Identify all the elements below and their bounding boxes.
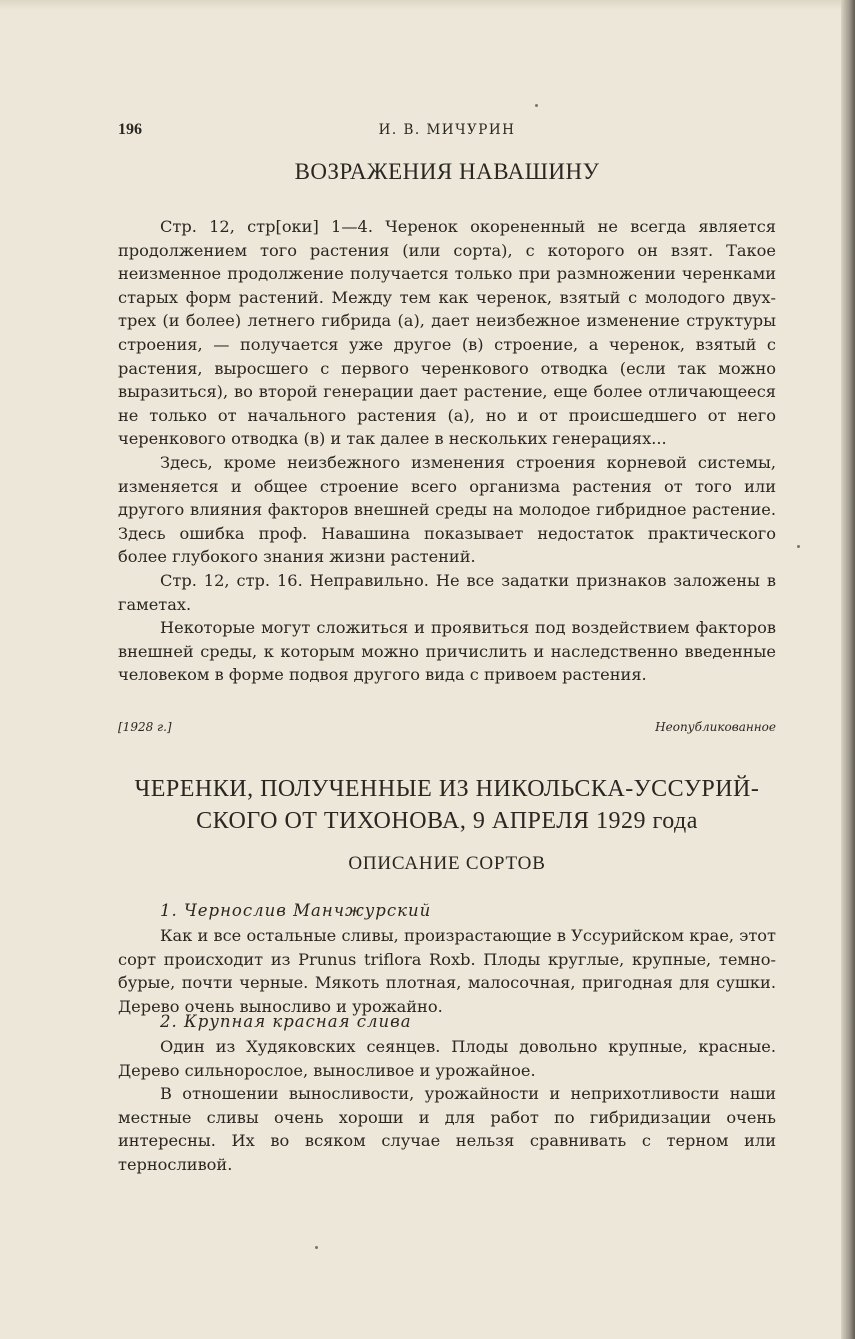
running-title: И. В. МИЧУРИН [378,122,516,138]
variety-description [118,1035,776,1177]
page-top-shadow [0,0,855,10]
article-title-objections: ВОЗРАЖЕНИЯ НАВАШИНУ [294,159,600,184]
variety-heading: 1. Чернослив Манчжурский [160,901,432,920]
title-line: СКОГО ОТ ТИХОНОВА, 9 АПРЕЛЯ 1929 года [196,808,698,834]
variety-description [118,924,776,1018]
article-body-objections [118,215,776,687]
paragraph: Стр. 12, стр. 16. Неправильно. Не все задатки признаков заложены в гаметах. [118,570,776,614]
article-signoff [118,720,776,740]
book-page-edge [841,0,855,1339]
section-subtitle: ОПИСАНИЕ СОРТОВ [348,853,546,874]
paragraph: Здесь, кроме неизбежного изменения строения корневой системы, изменяется и общее строение всего организма растения от того или другого влияния факторов внешней среды на молодое гибридное растение. Здесь ошибка проф. Навашина показывает недостаток практического более глубокого знания жизни растений. [118,452,776,567]
page-number: 196 [118,121,142,138]
paragraph: Стр. 12, стр[оки] 1—4. Черенок окорененный не всегда является продолжением того растения (или сорта), с которого он взят. Такое неизменное продолжение получается только при размножении черенками старых форм растений. Между тем как черенок, взятый с молодого двух-трех (и более) летнего гибрида (а), дает неизбежное изменение структуры строения, — получается уже другое (в) строение, а черенок, взятый с растения, выросшего с первого черенкового отводка (если так можно выразиться), во второй генерации дает растение, еще более отличающееся не только от начального растения (а), но и от происшедшего от него черенкового отводка (в) и так далее в нескольких генерациях... [118,217,776,449]
paper-speck [797,545,800,548]
paragraph: Некоторые могут сложиться и проявиться под воздействием факторов внешней среды, к которым можно причислить и наследственно введенные человеком в форме подвоя другого вида с привоем растения. [118,618,776,685]
variety-heading: 2. Крупная красная слива [160,1012,412,1031]
article-title-cuttings [118,773,776,837]
article-date: [1928 г.] [118,720,172,734]
paragraph: Один из Худяковских сеянцев. Плоды довольно крупные, красные. Дерево сильнорослое, выносливое и урожайное. [118,1037,776,1080]
running-header [118,121,776,143]
title-line: ЧЕРЕНКИ, ПОЛУЧЕННЫЕ ИЗ НИКОЛЬСКА-УССУРИЙ- [134,776,760,802]
paragraph: Как и все остальные сливы, произрастающие в Уссурийском крае, этот сорт происходит из Prunus triflora Roxb. Плоды круглые, крупные, темно-бурые, почти черные. Мякоть плотная, малосочная, пригодная для сушки. Дерево очень выносливо и урожайно. [118,926,776,1016]
paragraph: В отношении выносливости, урожайности и неприхотливости наши местные сливы очень хороши и для работ по гибридизации очень интересны. Их во всяком случае нельзя сравнивать с терном или терносливой. [118,1084,776,1174]
paper-speck [315,1246,318,1249]
publication-status: Неопубликованное [655,720,776,734]
paper-speck [535,104,538,107]
